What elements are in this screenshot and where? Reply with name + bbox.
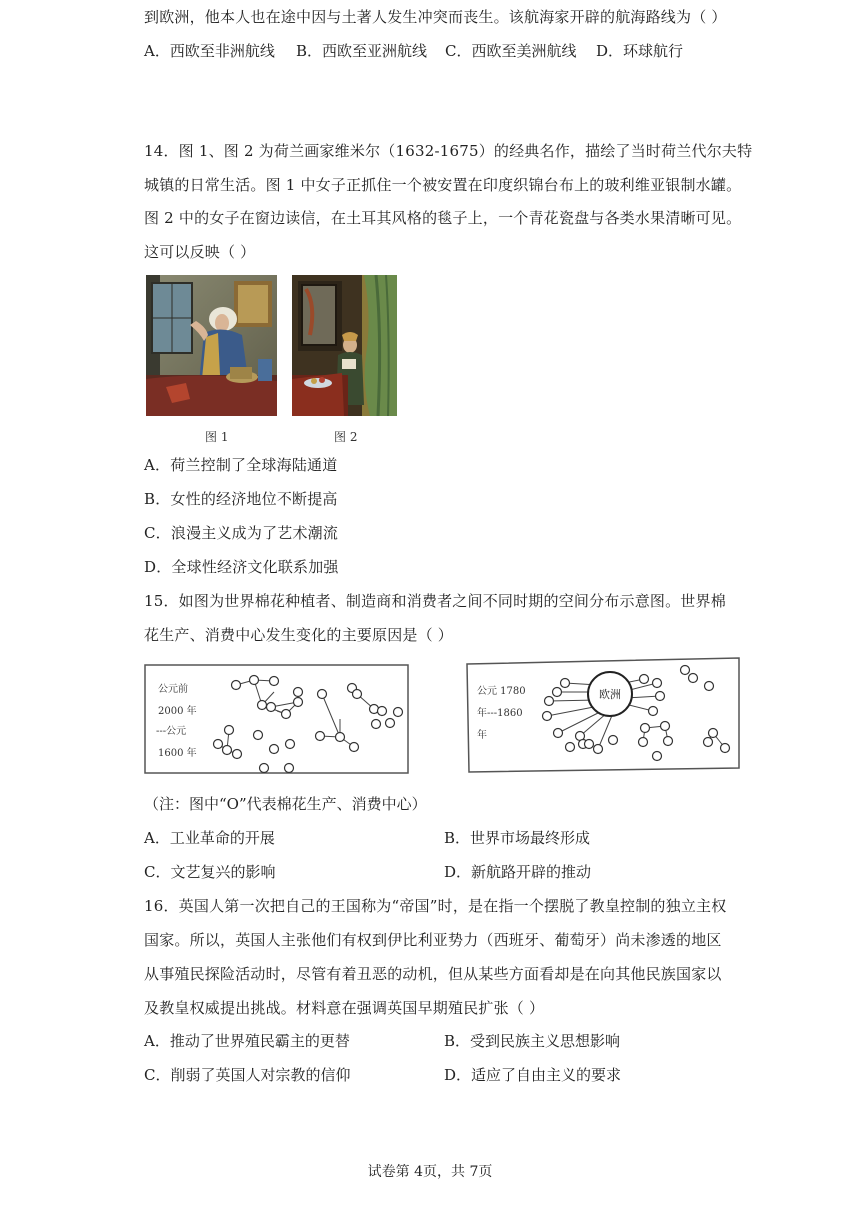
- q16-option-c: C．削弱了英国人对宗教的信仰: [144, 1066, 351, 1084]
- q15-note: （注：图中“O”代表棉花生产、消费中心）: [144, 795, 427, 813]
- q13-option-c: C．西欧至美洲航线: [445, 42, 577, 60]
- q15-option-b: B．世界市场最终形成: [444, 829, 591, 847]
- q15-option-a: A．工业革命的开展: [144, 829, 275, 847]
- cotton-diagram-ancient: [144, 664, 410, 776]
- q16-stem-line-4: 及教皇权威提出挑战。材料意在强调英国早期殖民扩张（ ）: [144, 999, 545, 1017]
- painting-figure-2: [292, 275, 397, 416]
- q14-stem-line-3: 图 2 中的女子在窗边读信，在土耳其风格的毯子上，一个青花瓷盘与各类水果清晰可见。: [144, 209, 742, 227]
- q14-option-b: B．女性的经济地位不断提高: [144, 490, 338, 508]
- q16-stem-line-2: 国家。所以，英国人主张他们有权到伊比利亚势力（西班牙、葡萄牙）尚未渗透的地区: [144, 931, 722, 949]
- q15-stem-line-1: 15．如图为世界棉花种植者、制造商和消费者之间不同时期的空间分布示意图。世界棉: [144, 592, 726, 610]
- q13-option-b: B．西欧至亚洲航线: [296, 42, 428, 60]
- q15-option-c: C．文艺复兴的影响: [144, 863, 276, 881]
- diagram2-label-2: 年---1860: [477, 708, 523, 719]
- q16-stem-line-3: 从事殖民探险活动时，尽管有着丑恶的动机，但从某些方面看却是在向其他民族国家以: [144, 965, 722, 983]
- diagram1-label-2: 2000 年: [158, 706, 197, 717]
- q13-option-d: D．环球航行: [596, 42, 684, 60]
- q14-option-d: D．全球性经济文化联系加强: [144, 558, 339, 576]
- diagram2-center-label: 欧洲: [599, 688, 621, 701]
- painting-figure-1: [146, 275, 277, 416]
- q13-option-a: A．西欧至非洲航线: [144, 42, 275, 60]
- q16-option-b: B．受到民族主义思想影响: [444, 1032, 621, 1050]
- page-footer: 试卷第 4页，共 7页: [367, 1164, 493, 1180]
- q14-option-a: A．荷兰控制了全球海陆通道: [144, 456, 338, 474]
- diagram1-label-4: 1600 年: [158, 748, 197, 759]
- q14-stem-line-2: 城镇的日常生活。图 1 中女子正抓住一个被安置在印度织锦台布上的玻利维亚银制水罐。: [144, 176, 742, 194]
- q15-option-d: D．新航路开辟的推动: [444, 863, 592, 881]
- q14-stem-line-1: 14．图 1、图 2 为荷兰画家维米尔（1632-1675）的经典名作，描绘了当时荷兰代尔夫特: [144, 142, 753, 160]
- q16-stem-line-1: 16．英国人第一次把自己的王国称为“帝国”时，是在指一个摆脱了教皇控制的独立主权: [144, 897, 727, 915]
- q16-option-a: A．推动了世界殖民霸主的更替: [144, 1032, 350, 1050]
- diagram2-label-3: 年: [477, 730, 487, 741]
- q16-option-d: D．适应了自由主义的要求: [444, 1066, 622, 1084]
- cotton-diagram-modern: [465, 656, 742, 774]
- diagram2-label-1: 公元 1780: [477, 686, 526, 697]
- q14-option-c: C．浪漫主义成为了艺术潮流: [144, 524, 339, 542]
- q13-text: 到欧洲，他本人也在途中因与土著人发生冲突而丧生。该航海家开辟的航海路线为（ ）: [144, 8, 727, 26]
- fig2-caption: 图 2: [334, 430, 358, 444]
- diagram1-label-3: ---公元: [156, 726, 187, 737]
- q14-stem-line-4: 这可以反映（ ）: [144, 243, 256, 261]
- fig1-caption: 图 1: [205, 430, 229, 444]
- q15-stem-line-2: 花生产、消费中心发生变化的主要原因是（ ）: [144, 626, 453, 644]
- diagram1-label-1: 公元前: [158, 684, 188, 695]
